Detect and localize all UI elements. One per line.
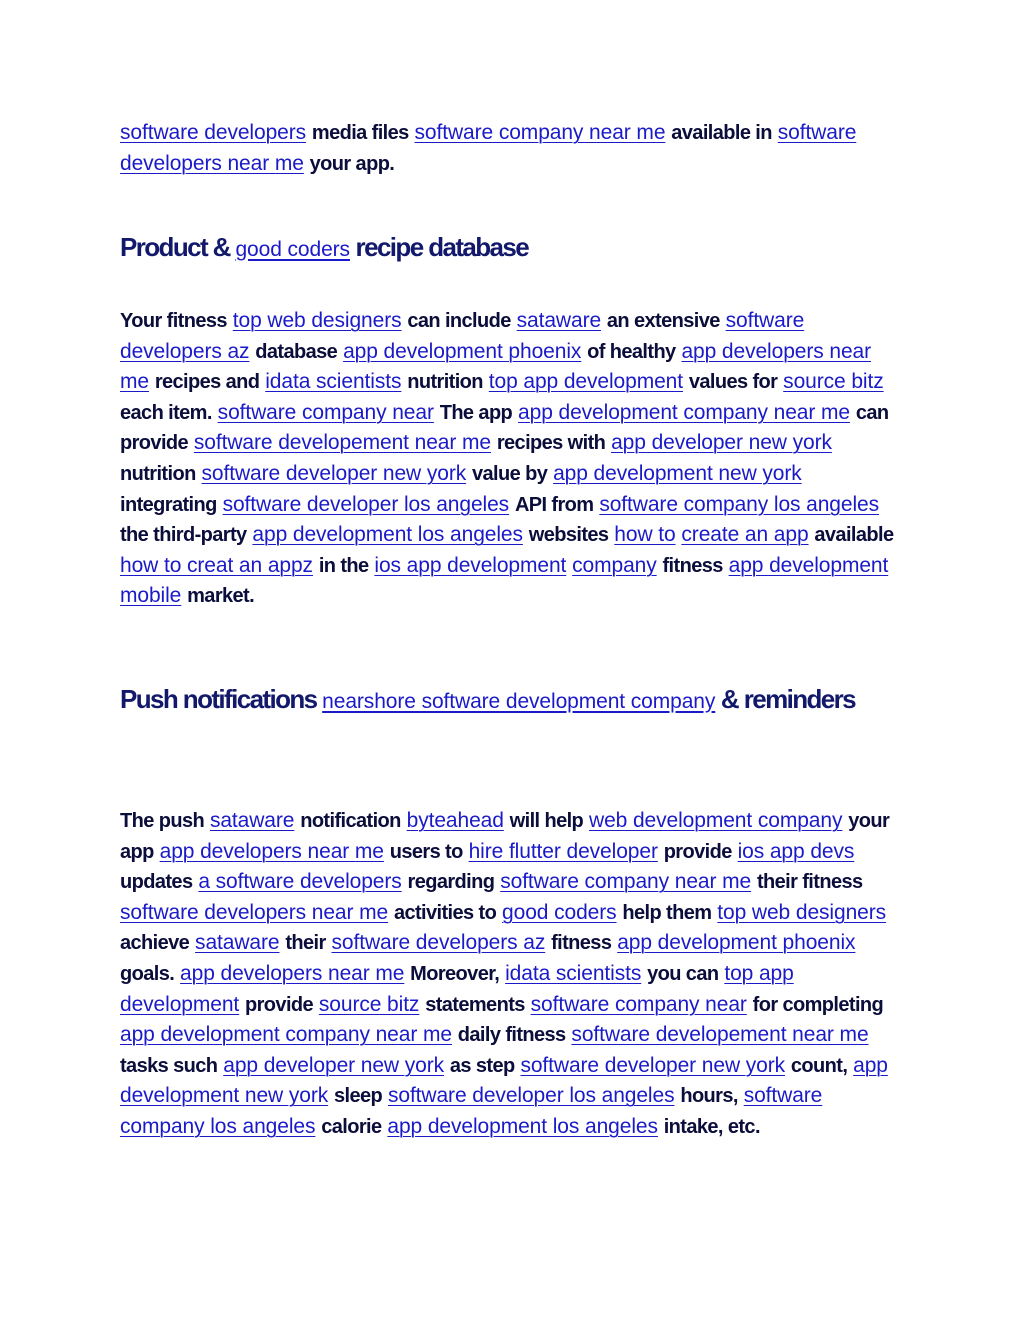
- bold-text: activities to: [393, 901, 497, 924]
- bold-text: for completing: [752, 993, 884, 1016]
- inline-link[interactable]: good coders: [502, 900, 617, 924]
- inline-link[interactable]: software company los angeles: [599, 492, 880, 516]
- bold-text: achieve: [120, 932, 190, 955]
- section-heading-push-notifications: [120, 678, 855, 723]
- bold-text: sleep: [333, 1085, 383, 1108]
- bold-text: as step: [449, 1054, 515, 1077]
- inline-link[interactable]: hire flutter developer: [468, 839, 658, 863]
- heading-text: Push notifications: [120, 684, 323, 714]
- bold-text: each item.: [120, 401, 212, 424]
- inline-link[interactable]: software developer new york: [201, 461, 467, 485]
- bold-text: integrating: [120, 493, 217, 516]
- bold-text: their: [285, 932, 326, 955]
- bold-text: of healthy: [587, 340, 676, 363]
- inline-link[interactable]: software company near me: [500, 870, 752, 894]
- bold-text: recipes with: [496, 432, 606, 455]
- bold-text: can provide: [120, 401, 889, 455]
- inline-link[interactable]: top web designers: [232, 309, 402, 332]
- inline-link[interactable]: top app development: [488, 370, 683, 394]
- inline-link[interactable]: software developers az: [331, 931, 546, 955]
- inline-link[interactable]: source bitz: [783, 370, 884, 394]
- bold-text: API from: [514, 493, 594, 516]
- inline-link[interactable]: app development los angeles: [252, 523, 523, 547]
- inline-link[interactable]: a software developers: [198, 870, 402, 894]
- bold-text: statements: [425, 993, 525, 1016]
- bold-text: calorie: [321, 1115, 382, 1138]
- inline-link[interactable]: top app development: [120, 961, 794, 1016]
- inline-link[interactable]: software developer new york: [520, 1053, 786, 1077]
- bold-text: fitness: [662, 554, 723, 577]
- bold-text: recipes and: [154, 371, 260, 394]
- bold-text: their fitness: [756, 871, 863, 894]
- bold-text: The push: [120, 810, 205, 832]
- inline-link[interactable]: app developers near me: [159, 839, 384, 863]
- bold-text: Your fitness: [120, 310, 227, 332]
- inline-link[interactable]: software company los angeles: [120, 1084, 823, 1138]
- inline-link[interactable]: app developer new york: [223, 1053, 445, 1077]
- bold-text: database: [255, 340, 338, 363]
- inline-link[interactable]: sataware: [195, 931, 280, 955]
- inline-link[interactable]: app development phoenix: [343, 339, 582, 363]
- bold-text: media files: [311, 122, 409, 144]
- inline-link[interactable]: source bitz: [318, 992, 420, 1016]
- bold-text: intake, etc.: [663, 1115, 760, 1138]
- bold-text: tasks such: [120, 1054, 218, 1077]
- bold-text: in the: [318, 554, 369, 577]
- bold-text: your app: [120, 810, 890, 863]
- bold-text: Moreover,: [410, 962, 500, 985]
- bold-text: daily fitness: [457, 1024, 566, 1047]
- inline-link[interactable]: software company near: [530, 992, 747, 1016]
- inline-link[interactable]: software developers near me: [120, 121, 857, 175]
- inline-link[interactable]: how to creat an appz: [120, 553, 313, 577]
- bold-text: websites: [528, 524, 609, 547]
- bold-text: nutrition: [120, 462, 196, 485]
- section-heading-product-recipe-database: [120, 226, 528, 271]
- inline-link[interactable]: ios app development: [374, 553, 567, 577]
- inline-link[interactable]: software developer los angeles: [387, 1084, 675, 1108]
- inline-link[interactable]: idata scientists: [505, 961, 642, 985]
- bold-text: market.: [187, 585, 255, 608]
- inline-link[interactable]: software developer los angeles: [222, 492, 510, 516]
- bold-text: users to: [389, 840, 463, 863]
- inline-link[interactable]: nearshore software development company: [322, 690, 716, 713]
- bold-text: goals.: [120, 962, 175, 985]
- inline-link[interactable]: web development company: [589, 809, 843, 832]
- bold-text: updates: [120, 871, 193, 894]
- bold-text: can include: [407, 310, 511, 332]
- inline-link[interactable]: app development phoenix: [617, 931, 856, 955]
- inline-link[interactable]: idata scientists: [265, 370, 402, 394]
- push-notifications-paragraph: [120, 806, 900, 1143]
- inline-link[interactable]: software company near me: [414, 121, 666, 144]
- bold-text: provide: [663, 840, 732, 863]
- inline-link[interactable]: app developers near me: [120, 339, 872, 394]
- inline-link[interactable]: sataware: [516, 309, 602, 332]
- bold-text: will help: [509, 810, 584, 832]
- heading-text: recipe database: [349, 232, 529, 262]
- bold-text: you can: [647, 962, 719, 985]
- inline-link[interactable]: top web designers: [717, 900, 887, 924]
- inline-link[interactable]: create an app: [681, 523, 809, 547]
- inline-link[interactable]: software developers near me: [120, 900, 389, 924]
- bold-text: help them: [622, 901, 712, 924]
- inline-link[interactable]: good coders: [235, 238, 350, 261]
- inline-link[interactable]: software company near: [217, 400, 434, 424]
- inline-link[interactable]: company: [572, 553, 657, 577]
- bold-text: value by: [471, 462, 548, 485]
- inline-link[interactable]: ios app devs: [737, 839, 855, 863]
- bold-text: the third-party: [120, 524, 247, 547]
- bold-text: values for: [688, 371, 778, 394]
- inline-link[interactable]: app development company near me: [120, 1023, 452, 1047]
- inline-link[interactable]: app development mobile: [120, 553, 889, 608]
- inline-link[interactable]: app developer new york: [611, 431, 832, 455]
- bold-text: an extensive: [606, 310, 720, 332]
- inline-link[interactable]: software developers az: [120, 309, 805, 363]
- inline-link[interactable]: software developers: [120, 121, 307, 144]
- bold-text: fitness: [551, 932, 612, 955]
- heading-text: & reminders: [715, 684, 856, 714]
- bold-text: notification: [300, 810, 401, 832]
- inline-link[interactable]: byteahead: [406, 809, 504, 832]
- inline-link[interactable]: software developement near me: [571, 1023, 869, 1047]
- inline-link[interactable]: software developement near me: [193, 431, 491, 455]
- inline-link[interactable]: app development new york: [553, 461, 802, 485]
- inline-link[interactable]: app development los angeles: [387, 1114, 658, 1138]
- inline-link[interactable]: sataware: [209, 809, 295, 832]
- inline-link[interactable]: how to: [614, 523, 676, 547]
- bold-text: available in: [671, 122, 772, 144]
- inline-link[interactable]: app development company near me: [518, 400, 850, 424]
- bold-text: nutrition: [407, 371, 483, 394]
- heading-text: Product &: [120, 232, 236, 262]
- bold-text: your app.: [309, 152, 395, 175]
- bold-text: regarding: [407, 871, 495, 894]
- inline-link[interactable]: app developers near me: [180, 961, 405, 985]
- bold-text: available: [814, 524, 894, 547]
- bold-text: The app: [439, 401, 513, 424]
- inline-link[interactable]: app development new york: [120, 1053, 888, 1108]
- bold-text: hours,: [680, 1085, 738, 1108]
- intro-paragraph: [120, 118, 900, 179]
- bold-text: provide: [245, 993, 314, 1016]
- bold-text: count,: [790, 1054, 848, 1077]
- recipe-database-paragraph: [120, 306, 900, 612]
